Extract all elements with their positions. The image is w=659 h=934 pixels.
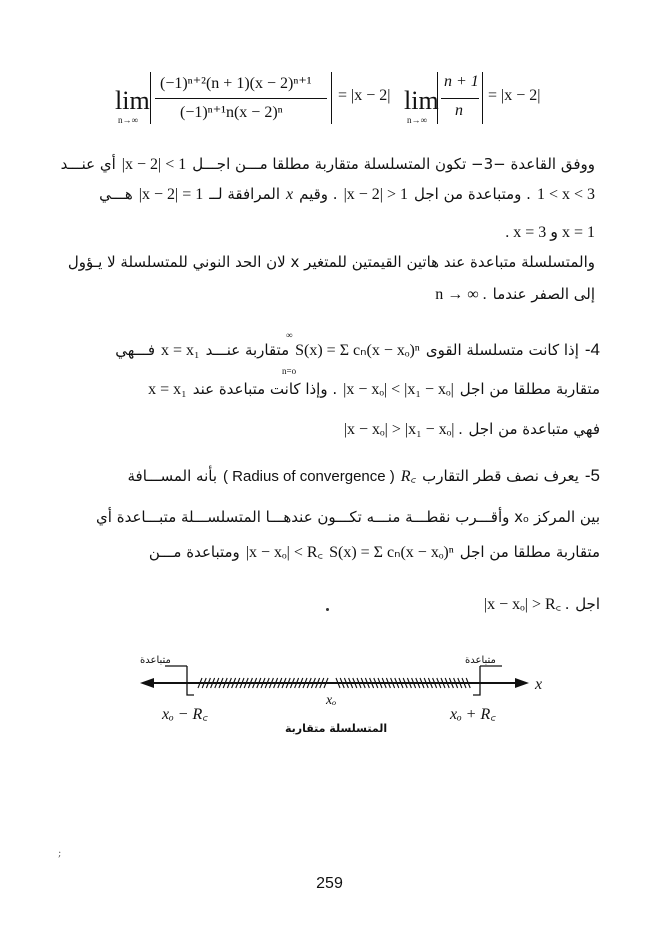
para3-line2-math-b: |x − 2| > 1 — [343, 186, 409, 203]
center-point-label: xₒ — [326, 693, 337, 708]
para3-line1-text: ووفق القاعدة −3− تكون المتسلسلة متقاربة مطلقا مـــن اجـــل — [192, 155, 595, 173]
para5-rc: R꜀ — [400, 468, 417, 485]
para5-english-term: ( Radius of convergence ) — [223, 468, 395, 485]
abs-bar-right — [331, 72, 332, 124]
margin-mark: ; — [58, 848, 62, 859]
para5-line3 — [75, 540, 600, 566]
left-arrow-head — [140, 678, 154, 688]
lim-operator-2: lim — [404, 86, 439, 115]
para4-line2 — [75, 380, 600, 402]
para3-line5-math: n → ∞ . — [435, 286, 487, 303]
axis-x-label: x — [535, 676, 543, 693]
right-endpoint-label: xₒ + R꜀ — [450, 706, 496, 723]
para4-line3-math: |x − xₒ| > |x₁ − xₒ| . — [343, 421, 463, 438]
fraction-line-2 — [441, 98, 479, 99]
equals-abs: = |x − 2| — [338, 87, 391, 104]
fraction-denominator: (−1)ⁿ⁺¹n(x − 2)ⁿ — [180, 104, 283, 121]
para5-series: S(x) = Σ cₙ(x − xₒ)ⁿ — [329, 544, 454, 561]
para5-line3-text-b: ومتباعدة مـــن — [148, 543, 240, 561]
para5-line1-text-a: يعرف نصف قطر التقارب — [422, 467, 579, 485]
para4-number: -4 — [584, 340, 600, 359]
para4-series: S(x) = Σ cₙ(x − xₒ)ⁿ — [295, 342, 420, 359]
para3-line3-math: x = 1 و x = 3 . — [505, 224, 595, 241]
para4-line3-text: فهي متباعدة من اجل — [468, 420, 600, 438]
para3-line5-text: إلى الصفر عندما — [492, 285, 595, 303]
page-number: 259 — [316, 875, 343, 892]
lim-subscript-2: n→∞ — [407, 115, 427, 125]
left-divergent-label: متباعدة — [140, 655, 171, 666]
equals-abs-2: = |x − 2| — [488, 87, 541, 104]
para4-line2-text-a: متقاربة مطلقا من اجل — [459, 380, 600, 398]
right-arrow-head — [515, 678, 529, 688]
para3-line5 — [75, 285, 595, 307]
para3-line2-text-a: . ومتباعدة من اجل — [414, 185, 531, 203]
left-endpoint-label: xₒ − R꜀ — [162, 706, 208, 723]
para4-line1-text-c: فـــهي — [115, 341, 156, 359]
para4-line1-math: x = x₁ — [161, 342, 200, 359]
para4-line2-text-b: . وإذا كانت متباعدة عند — [192, 380, 338, 398]
para3-line1-math: |x − 2| < 1 — [121, 156, 187, 173]
para5-line1-text-b: بأنه المســـافة — [127, 467, 217, 485]
fraction-numerator: (−1)ⁿ⁺²(n + 1)(x − 2)ⁿ⁺¹ — [160, 75, 312, 92]
para4-line1-text-a: إذا كانت متسلسلة القوى — [425, 341, 579, 359]
para5-line2: بين المركز xₒ وأقـــرب نقطـــة منـــه تكـــون عندهـــا المتسلســـلة متبـــاعدة أي — [96, 508, 600, 526]
para5-line3-math: |x − xₒ| < R꜀ — [245, 544, 324, 561]
para4-line2-math: |x − xₒ| < |x₁ − xₒ| — [343, 381, 454, 398]
para3-line4: والمتسلسلة متباعدة عند هاتين القيمتين للمتغير x لان الحد النوني للمتسلسلة لا يـؤول — [67, 253, 595, 271]
para3-line2-math-c: |x − 2| = 1 — [138, 186, 204, 203]
fraction-denominator-2: n — [455, 102, 463, 119]
para3-line2-x: x — [286, 186, 294, 203]
para5-line4 — [75, 592, 600, 614]
diagram-caption: المتسلسلة متقاربة — [285, 722, 388, 735]
abs-bar-left-2 — [437, 72, 438, 124]
right-bracket — [473, 666, 480, 695]
lim-operator: lim — [115, 86, 150, 115]
para3-line2 — [75, 185, 595, 207]
fraction-numerator-2: n + 1 — [444, 73, 479, 90]
para4-line1 — [75, 340, 600, 366]
abs-bar-left — [150, 72, 151, 124]
para4-sigma-bottom: n=o — [282, 366, 297, 376]
para4-line2-math-b: x = x₁ — [148, 381, 187, 398]
lim-subscript: n→∞ — [118, 115, 138, 125]
para3-line2-text-c: المرافقة لــ — [209, 185, 280, 203]
para5-line4-math: |x − xₒ| > R꜀ . — [483, 596, 570, 613]
para3-line2-math-a: 1 < x < 3 — [536, 186, 595, 203]
para5-line3-text-a: متقاربة مطلقا من اجل — [459, 543, 600, 561]
para3-line1 — [60, 155, 595, 177]
para3-line2-text-d: هـــي — [99, 185, 133, 203]
para3-line2-text-b: . وقيم — [299, 185, 338, 203]
fraction-line — [155, 98, 327, 99]
para4-line1-text-b: متقاربة عنـــد — [205, 341, 290, 359]
para5-line1 — [75, 464, 600, 486]
right-divergent-label: متباعدة — [465, 655, 496, 666]
para3-line1-end: أي عنـــد — [60, 155, 116, 173]
para5-number: -5 — [584, 466, 600, 485]
abs-bar-right-2 — [482, 72, 483, 124]
para5-line4-text: اجل — [575, 595, 600, 613]
left-bracket — [187, 666, 194, 695]
stray-dot — [326, 608, 329, 611]
para4-line3 — [75, 420, 600, 442]
para4-sigma-top: ∞ — [286, 330, 293, 340]
